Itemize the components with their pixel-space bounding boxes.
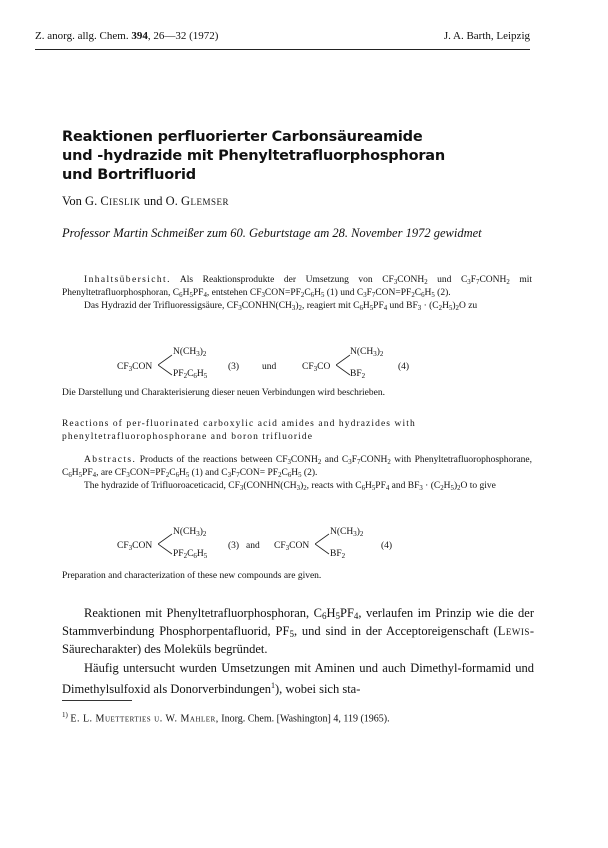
body-text: Reaktionen mit Phenyltetrafluorphosphoran, $C_6H_5PF_4$, verlaufen im Prinzip wie die der Stammverbindung Phosphorpentafluorid, $PF_5$, und sind in der Acceptoreigenschaft (Lewis-Säurecharakter) des Moleküls begründet. Häufig untersucht wurden Umsetzungen mit Aminen und auch Dimethyl-formamid und Dimethylsulfoxid als Donorverbindungen$^1$), wobei sich sta- bbox=[62, 606, 535, 696]
article-title bbox=[62, 128, 532, 185]
header-rule bbox=[35, 49, 530, 50]
formula-4-de: $CF_3CO$ bbox=[302, 362, 331, 373]
substituent-nme2: $N(CH_3)_2$ bbox=[173, 347, 207, 358]
compound-number-3: (3) bbox=[228, 541, 240, 551]
title-line-3: und Bortrifluorid bbox=[62, 167, 196, 183]
substituent-nme2: $N(CH_3)_2$ bbox=[330, 527, 364, 538]
compound-number-4: (4) bbox=[398, 362, 410, 372]
bond-lines-3-en bbox=[158, 531, 174, 557]
german-abstract-closing: Die Darstellung und Charakterisierung dieser neuen Verbindungen wird beschrieben. bbox=[62, 388, 385, 398]
german-abstract: Inhaltsübersicht. Als Reaktionsprodukte der Umsetzung von $CF_3CONH_2$ und $C_3F_7CONH_2$ mit Phenyltetrafluorphosphoran, $C_6H_5PF_4$, entstehen $CF_3CON=PF_2C_6H_5$ (1) und $C_3F_7CON=PF_2C_6H_5$ (2). Das Hydrazid der Trifluoressigsäure, $CF_3CONHN(CH_3)_2$, reagiert mit $C_6H_5PF_4$ und $BF_3 \cdot (C_2H_5)_2O$ zu bbox=[62, 275, 532, 313]
english-title-line-1: Reactions of per-fluorinated carboxylic acid amides and hydrazides with bbox=[62, 419, 416, 429]
title-line-1: Reaktionen perfluorierter Carbonsäureamide bbox=[62, 129, 423, 145]
bond-lines-4-en bbox=[315, 531, 331, 557]
compound-number-3: (3) bbox=[228, 362, 240, 372]
bond-lines-3-de bbox=[158, 352, 174, 378]
running-header-publisher: J. A. Barth, Leipzig bbox=[443, 30, 530, 42]
compound-number-4: (4) bbox=[381, 541, 393, 551]
formula-3-de: $CF_3CON$ bbox=[117, 362, 153, 373]
conjunction: and bbox=[246, 541, 260, 551]
title-line-2: und -hydrazide mit Phenyltetrafluorphosphoran bbox=[62, 148, 446, 164]
english-title bbox=[62, 418, 534, 444]
substituent-nme2: $N(CH_3)_2$ bbox=[173, 527, 207, 538]
formula-3-en: $CF_3CON$ bbox=[117, 541, 153, 552]
running-header-journal: Z. anorg. allg. Chem. 394, 26—32 (1972) bbox=[35, 30, 219, 42]
dedication: Professor Martin Schmeißer zum 60. Geburtstage am 28. November 1972 gewidmet bbox=[62, 226, 482, 240]
substituent-nme2: $N(CH_3)_2$ bbox=[350, 347, 384, 358]
english-abstract-closing: Preparation and characterization of these new compounds are given. bbox=[62, 571, 322, 581]
substituent-pf2c6h5: $PF_2C_6H_5$ bbox=[173, 369, 208, 380]
author-line: Von G. Cieslik und O. Glemser bbox=[62, 194, 229, 208]
footnote-rule bbox=[62, 700, 132, 701]
substituent-bf2: $BF_2$ bbox=[350, 369, 366, 380]
footnote: $^{1)}$ E. L. Muetterties u. W. Mahler, Inorg. Chem. [Washington] 4, 119 (1965). bbox=[62, 711, 390, 725]
english-abstract: Abstracts. Products of the reactions between $CF_3CONH_2$ and $C_3F_7CONH_2$ with Phenyltetrafluorophosphorane, $C_6H_5PF_4$, are $CF_3CON=PF_2C_6H_5$ (1) and $C_3F_7CON= PF_2C_6H_5$ (2). The hydrazide of Trifluoroaceticacid, $CF_3(CONHN(CH_3)_2$, reacts with $C_6H_5PF_4$ and $BF_3 \cdot (C_2H_5)_2O$ to give bbox=[62, 455, 532, 493]
substituent-bf2: $BF_2$ bbox=[330, 549, 346, 560]
substituent-pf2c6h5: $PF_2C_6H_5$ bbox=[173, 549, 208, 560]
formula-4-en: $CF_3CON$ bbox=[274, 541, 310, 552]
conjunction: und bbox=[262, 362, 277, 372]
english-title-line-2: phenyltetrafluorophosphorane and boron trifluoride bbox=[62, 432, 314, 443]
